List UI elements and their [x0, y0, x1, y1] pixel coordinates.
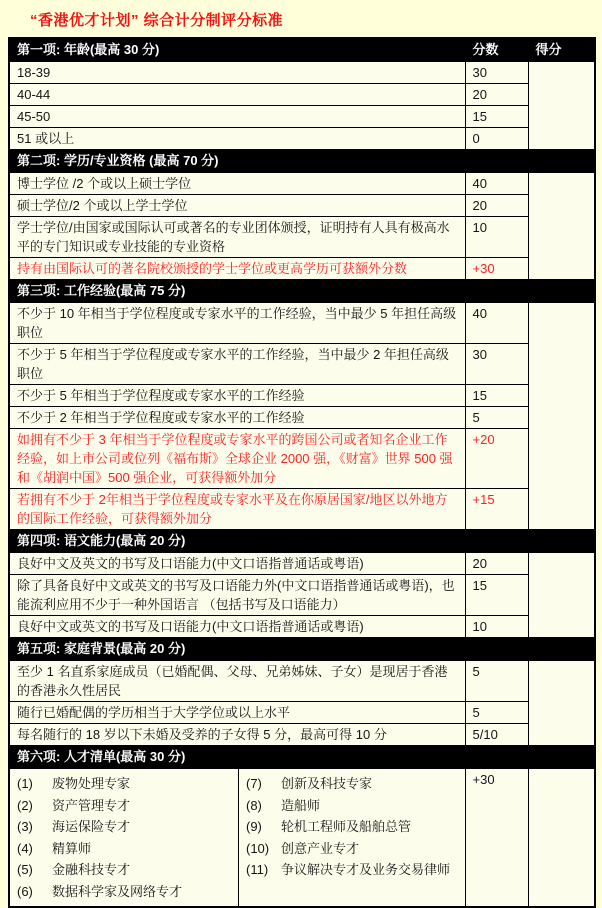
talent-list-cell: [9, 769, 465, 908]
talent-item: [246, 795, 458, 817]
table-row: [9, 217, 595, 258]
section-title: 第四项: 语文能力(最高 20 分): [9, 530, 595, 553]
talent-item-label: 创意产业专才: [281, 840, 360, 856]
criteria-cell: 硕士学位/2 个或以上学士学位: [9, 195, 465, 217]
talent-item-label: 资产管理专才: [52, 797, 131, 813]
points-cell: 20: [465, 195, 528, 217]
table-row: [9, 553, 595, 575]
criteria-cell: 每名随行的 18 岁以下未婚及受养的子女得 5 分，最高可得 10 分: [9, 724, 465, 746]
points-cell: 5: [465, 702, 528, 724]
points-cell: 15: [465, 575, 528, 616]
column-header-obtained: 得分: [528, 38, 595, 62]
table-row: [9, 303, 595, 344]
points-cell: 0: [465, 128, 528, 150]
table-row: [9, 661, 595, 702]
talent-item-label: 造船师: [281, 797, 321, 813]
section-title: 第三项: 工作经验(最高 75 分): [9, 280, 595, 303]
talent-list-right: [239, 769, 465, 906]
page: [0, 9, 602, 908]
criteria-cell: 除了具备良好中文或英文的书写及口语能力外(中文口语指普通话或粤语)，也能流利应用不少于一种外国语言 （包括书写及口语能力）: [9, 575, 465, 616]
talent-item: [17, 859, 231, 881]
table-row: [9, 702, 595, 724]
bonus-row: [9, 489, 595, 530]
criteria-cell: 不少于 5 年相当于学位程度或专家水平的工作经验: [9, 385, 465, 407]
talent-item-number: (1): [17, 776, 33, 791]
table-row: [9, 575, 595, 616]
criteria-cell: 51 或以上: [9, 128, 465, 150]
obtained-cell: [528, 661, 595, 746]
talent-item-number: (6): [17, 883, 33, 899]
talent-item-label: 金融科技专才: [52, 862, 131, 877]
section-title: 第二项: 学历/专业资格 (最高 70 分): [9, 150, 595, 173]
talent-item-label: 精算师: [52, 840, 92, 856]
table-row: [9, 724, 595, 746]
talent-item-number: (4): [17, 840, 33, 856]
column-header-score: 分数: [465, 38, 528, 62]
obtained-cell: [528, 62, 595, 150]
obtained-cell: [528, 553, 595, 638]
points-cell: 20: [465, 84, 528, 106]
points-cell: +20: [465, 429, 528, 489]
criteria-cell: 若拥有不少于 2年相当于学位程度或专家水平及在你原居国家/地区以外地方的国际工作经验，可获得额外加分: [9, 489, 465, 530]
points-cell: 5: [465, 661, 528, 702]
points-cell: 30: [465, 62, 528, 84]
points-cell: 10: [465, 217, 528, 258]
table-row: [9, 128, 595, 150]
bonus-row: [9, 429, 595, 489]
points-cell: 5: [465, 407, 528, 429]
section-header-row: [9, 38, 595, 62]
points-cell: +15: [465, 489, 528, 530]
section-header-row: [9, 150, 595, 173]
table-row: [9, 769, 595, 908]
talent-item-label: 废物处理专家: [52, 776, 131, 791]
talent-item: [17, 816, 231, 838]
section-header-row: [9, 530, 595, 553]
obtained-cell: [528, 173, 595, 280]
section-header-row: [9, 280, 595, 303]
talent-item-label: 数据科学家及网络专才: [52, 883, 183, 899]
points-cell: 40: [465, 173, 528, 195]
bonus-row: [9, 258, 595, 280]
talent-item-number: (9): [246, 819, 262, 834]
obtained-cell: [528, 303, 595, 530]
talent-item-number: (7): [246, 776, 262, 791]
criteria-cell: 良好中文或英文的书写及口语能力(中文口语指普通话或粤语): [9, 616, 465, 638]
talent-item-label: 创新及科技专家: [281, 776, 373, 791]
table-row: [9, 385, 595, 407]
talent-item-label: 海运保险专才: [52, 819, 131, 834]
talent-item: [246, 859, 458, 881]
talent-item: [246, 773, 458, 795]
criteria-cell: 如拥有不少于 3 年相当于学位程度或专家水平的跨国公司或者知名企业工作经验，如上市公司或位列《福布斯》全球企业 2000 强，《财富》世界 500 强和《胡润中国》500 强企业，可获得额外加分: [9, 429, 465, 489]
section-title: 第一项: 年龄(最高 30 分): [9, 38, 465, 62]
points-cell: +30: [465, 258, 528, 280]
talent-item-number: (2): [17, 797, 33, 813]
table-row: [9, 173, 595, 195]
points-cell: +30: [465, 769, 528, 908]
points-cell: 30: [465, 344, 528, 385]
talent-item-label: 轮机工程师及船舶总管: [281, 819, 412, 834]
criteria-cell: 不少于 5 年相当于学位程度或专家水平的工作经验，当中最少 2 年担任高级职位: [9, 344, 465, 385]
talent-item-number: (5): [17, 862, 33, 877]
score-table: [8, 37, 596, 908]
page-title: “香港优才计划” 综合计分制评分标准: [30, 12, 284, 29]
section-title: 第五项: 家庭背景(最高 20 分): [9, 638, 595, 661]
criteria-cell: 学士学位/由国家或国际认可或著名的专业团体颁授，证明持有人具有极高水平的专门知识或专业技能的专业资格: [9, 217, 465, 258]
criteria-cell: 40-44: [9, 84, 465, 106]
table-row: [9, 616, 595, 638]
talent-item-label: 争议解决专才及业务交易律师: [281, 862, 451, 877]
talent-item: [17, 881, 231, 903]
section-title: 第六项: 人才清单(最高 30 分): [9, 746, 595, 769]
points-cell: 40: [465, 303, 528, 344]
talent-item-number: (8): [246, 797, 262, 813]
table-row: [9, 195, 595, 217]
criteria-cell: 45-50: [9, 106, 465, 128]
table-row: [9, 62, 595, 84]
obtained-cell: [528, 769, 595, 908]
criteria-cell: 博士学位 /2 个或以上硕士学位: [9, 173, 465, 195]
criteria-cell: 持有由国际认可的著名院校颁授的学士学位或更高学历可获额外分数: [9, 258, 465, 280]
points-cell: 15: [465, 385, 528, 407]
criteria-cell: 至少 1 名直系家庭成员（已婚配偶、父母、兄弟姊妹、子女）是现居于香港的香港永久性居民: [9, 661, 465, 702]
criteria-cell: 不少于 2 年相当于学位程度或专家水平的工作经验: [9, 407, 465, 429]
table-row: [9, 407, 595, 429]
talent-item-number: (11): [246, 862, 269, 877]
criteria-cell: 不少于 10 年相当于学位程度或专家水平的工作经验，当中最少 5 年担任高级职位: [9, 303, 465, 344]
points-cell: 20: [465, 553, 528, 575]
talent-item: [17, 795, 231, 817]
table-row: [9, 344, 595, 385]
talent-item: [17, 838, 231, 860]
criteria-cell: 良好中文及英文的书写及口语能力(中文口语指普通话或粤语): [9, 553, 465, 575]
table-row: [9, 84, 595, 106]
criteria-cell: 18-39: [9, 62, 465, 84]
points-cell: 5/10: [465, 724, 528, 746]
criteria-cell: 随行已婚配偶的学历相当于大学学位或以上水平: [9, 702, 465, 724]
talent-item: [246, 838, 458, 860]
talent-item-number: (10): [246, 840, 270, 856]
talent-list-left: [10, 769, 239, 906]
points-cell: 15: [465, 106, 528, 128]
talent-item-number: (3): [17, 819, 33, 834]
points-cell: 10: [465, 616, 528, 638]
talent-item: [246, 816, 458, 838]
talent-item: [17, 773, 231, 795]
table-row: [9, 106, 595, 128]
section-header-row: [9, 638, 595, 661]
section-header-row: [9, 746, 595, 769]
